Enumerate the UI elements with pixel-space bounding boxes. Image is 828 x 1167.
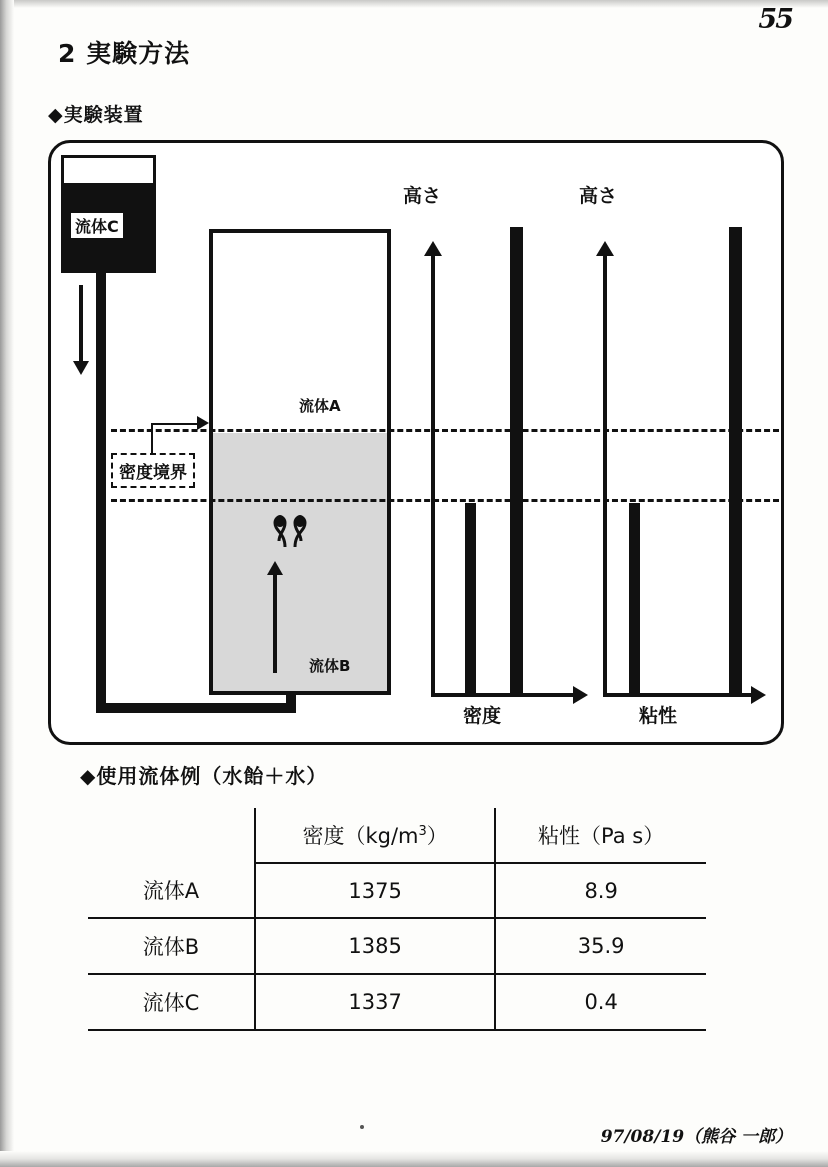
table-header-row: [88, 808, 706, 863]
viscosity-chart-x-label: 粘性: [639, 705, 678, 727]
row-label-fluid-b: 流体B: [88, 918, 255, 974]
header-density-prefix: 密度（kg/m: [302, 824, 419, 848]
cell-viscosity-fluid-a: 8.9: [495, 863, 706, 918]
density-chart-y-axis-arrow-icon: [424, 241, 442, 256]
heading-fluid-examples: ◆使用流体例（水飴＋水）: [80, 764, 328, 788]
scan-edge-left: [0, 0, 14, 1167]
label-fluid-b: 流体B: [309, 657, 351, 675]
flow-arrow-down-shaft: [79, 285, 83, 365]
viscosity-bar-fluid-b: [729, 227, 742, 693]
scan-edge-bottom: [0, 1151, 828, 1167]
scan-edge-top: [0, 0, 828, 8]
level-line-upper: [111, 429, 779, 432]
apparatus-drawing: [51, 143, 787, 748]
density-bar-fluid-b: [510, 227, 523, 693]
table-row: [88, 918, 706, 974]
density-chart-x-label: 密度: [463, 705, 502, 727]
label-fluid-a: 流体A: [299, 397, 341, 415]
viscosity-chart-y-axis-arrow-icon: [596, 241, 614, 256]
heading-experimental-device: ◆実験装置: [48, 104, 144, 126]
cell-viscosity-fluid-c: 0.4: [495, 974, 706, 1030]
viscosity-bar-fluid-a: [629, 503, 640, 693]
handwritten-signature: 97/08/19（熊谷 一郎）: [600, 1127, 792, 1147]
row-label-fluid-a: 流体A: [88, 863, 255, 918]
apparatus-figure: [48, 140, 784, 745]
label-fluid-c: 流体C: [69, 211, 125, 240]
density-chart-x-axis: [431, 693, 575, 697]
cell-viscosity-fluid-b: 35.9: [495, 918, 706, 974]
flow-arrow-down-icon: [73, 361, 89, 375]
row-label-fluid-c: 流体C: [88, 974, 255, 1030]
flow-arrow-up-shaft: [273, 573, 277, 673]
density-bar-fluid-a: [465, 503, 476, 693]
label-density-boundary: 密度境界: [111, 453, 195, 488]
page-number: 55: [758, 4, 792, 35]
density-chart-y-label: 高さ: [403, 185, 442, 207]
density-chart-y-axis: [431, 255, 435, 697]
table-row: [88, 863, 706, 918]
boundary-leader-arrow-icon: [197, 416, 209, 430]
viscosity-chart-x-axis: [603, 693, 753, 697]
header-density-exponent: 3: [418, 824, 427, 839]
table-corner-cell: [88, 808, 255, 863]
header-density-suffix: ）: [426, 824, 448, 848]
header-viscosity: 粘性（Pa s）: [495, 808, 706, 863]
cell-density-fluid-c: 1337: [255, 974, 495, 1030]
pipe-horizontal: [96, 703, 296, 713]
table-row: [88, 974, 706, 1030]
boundary-leader-vertical: [151, 423, 153, 455]
scan-artifact-dot: [360, 1125, 364, 1129]
page-title: 2 実験方法: [58, 39, 191, 68]
flow-arrow-up-icon: [267, 561, 283, 575]
viscosity-chart-y-label: 高さ: [579, 185, 618, 207]
boundary-leader-horizontal: [151, 423, 199, 425]
vortex-icon: [265, 503, 315, 553]
level-line-lower: [111, 499, 779, 502]
cell-density-fluid-b: 1385: [255, 918, 495, 974]
tank-fluid-b-region: [213, 433, 387, 691]
fluids-table: [88, 808, 706, 1031]
viscosity-chart-x-axis-arrow-icon: [751, 686, 766, 704]
header-density: [255, 808, 495, 863]
density-chart-x-axis-arrow-icon: [573, 686, 588, 704]
viscosity-chart-y-axis: [603, 255, 607, 697]
cell-density-fluid-a: 1375: [255, 863, 495, 918]
pipe-vertical: [96, 271, 106, 713]
